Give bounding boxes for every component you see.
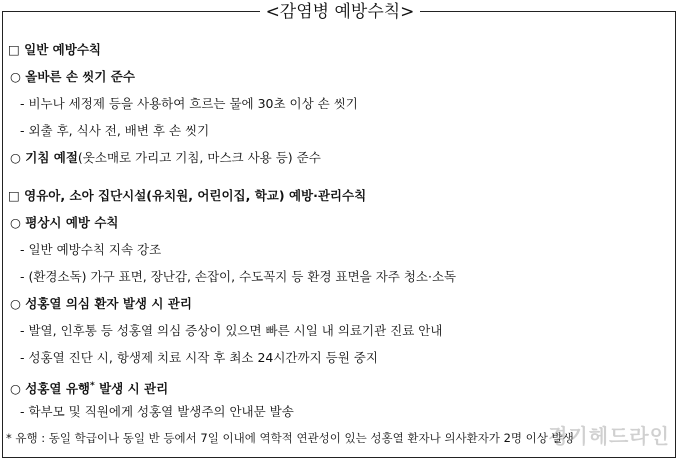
subheading-cough-etiquette [10,149,321,167]
outbreak-label: ○ 성홍열 유행 [10,381,90,397]
watermark-text: 경기헤드라인 [548,424,670,448]
list-item: - 외출 후, 식사 전, 배변 후 손 씻기 [20,123,210,138]
list-item: - 학부모 및 직원에게 성홍열 발생주의 안내문 발송 [20,404,294,419]
list-item: - 성홍열 진단 시, 항생제 치료 시작 후 최소 24시간까지 등원 중지 [20,350,378,365]
list-item: - (환경소독) 가구 표면, 장난감, 손잡이, 수도꼭지 등 환경 표면을 자주 청소·소독 [20,269,457,284]
list-item: - 비누나 세정제 등을 사용하여 흐르는 물에 30초 이상 손 씻기 [20,96,358,111]
footnote-marker: * [90,381,95,391]
subheading-suspected-case: ○ 성홍열 의심 환자 발생 시 관리 [10,296,192,311]
list-item: - 일반 예방수칙 지속 강조 [20,242,162,257]
list-item: - 발열, 인후통 등 성홍열 의심 증상이 있으면 빠른 시일 내 의료기관 진료 안내 [20,323,443,338]
footnote: * 유행 : 동일 학급이나 동일 반 등에서 7일 이내에 역학적 연관성이 있는 성홍열 환자나 의사환자가 2명 이상 발생 [6,431,574,445]
subheading-handwashing: ○ 올바른 손 씻기 준수 [10,69,135,84]
section-heading-facilities: □ 영유아, 소아 집단시설(유치원, 어린이집, 학교) 예방·관리수칙 [8,188,367,203]
cough-etiquette-detail: (옷소매로 가리고 기침, 마스크 사용 등) 준수 [77,150,321,165]
cough-etiquette-label: ○ 기침 예절 [10,150,78,165]
section-heading-general: □ 일반 예방수칙 [8,42,101,57]
outbreak-label-rest: 발생 시 관리 [94,381,169,397]
page-title: <감염병 예방수칙> [0,0,680,24]
subheading-outbreak [10,377,168,398]
subheading-routine-prevention: ○ 평상시 예방 수칙 [10,215,119,230]
